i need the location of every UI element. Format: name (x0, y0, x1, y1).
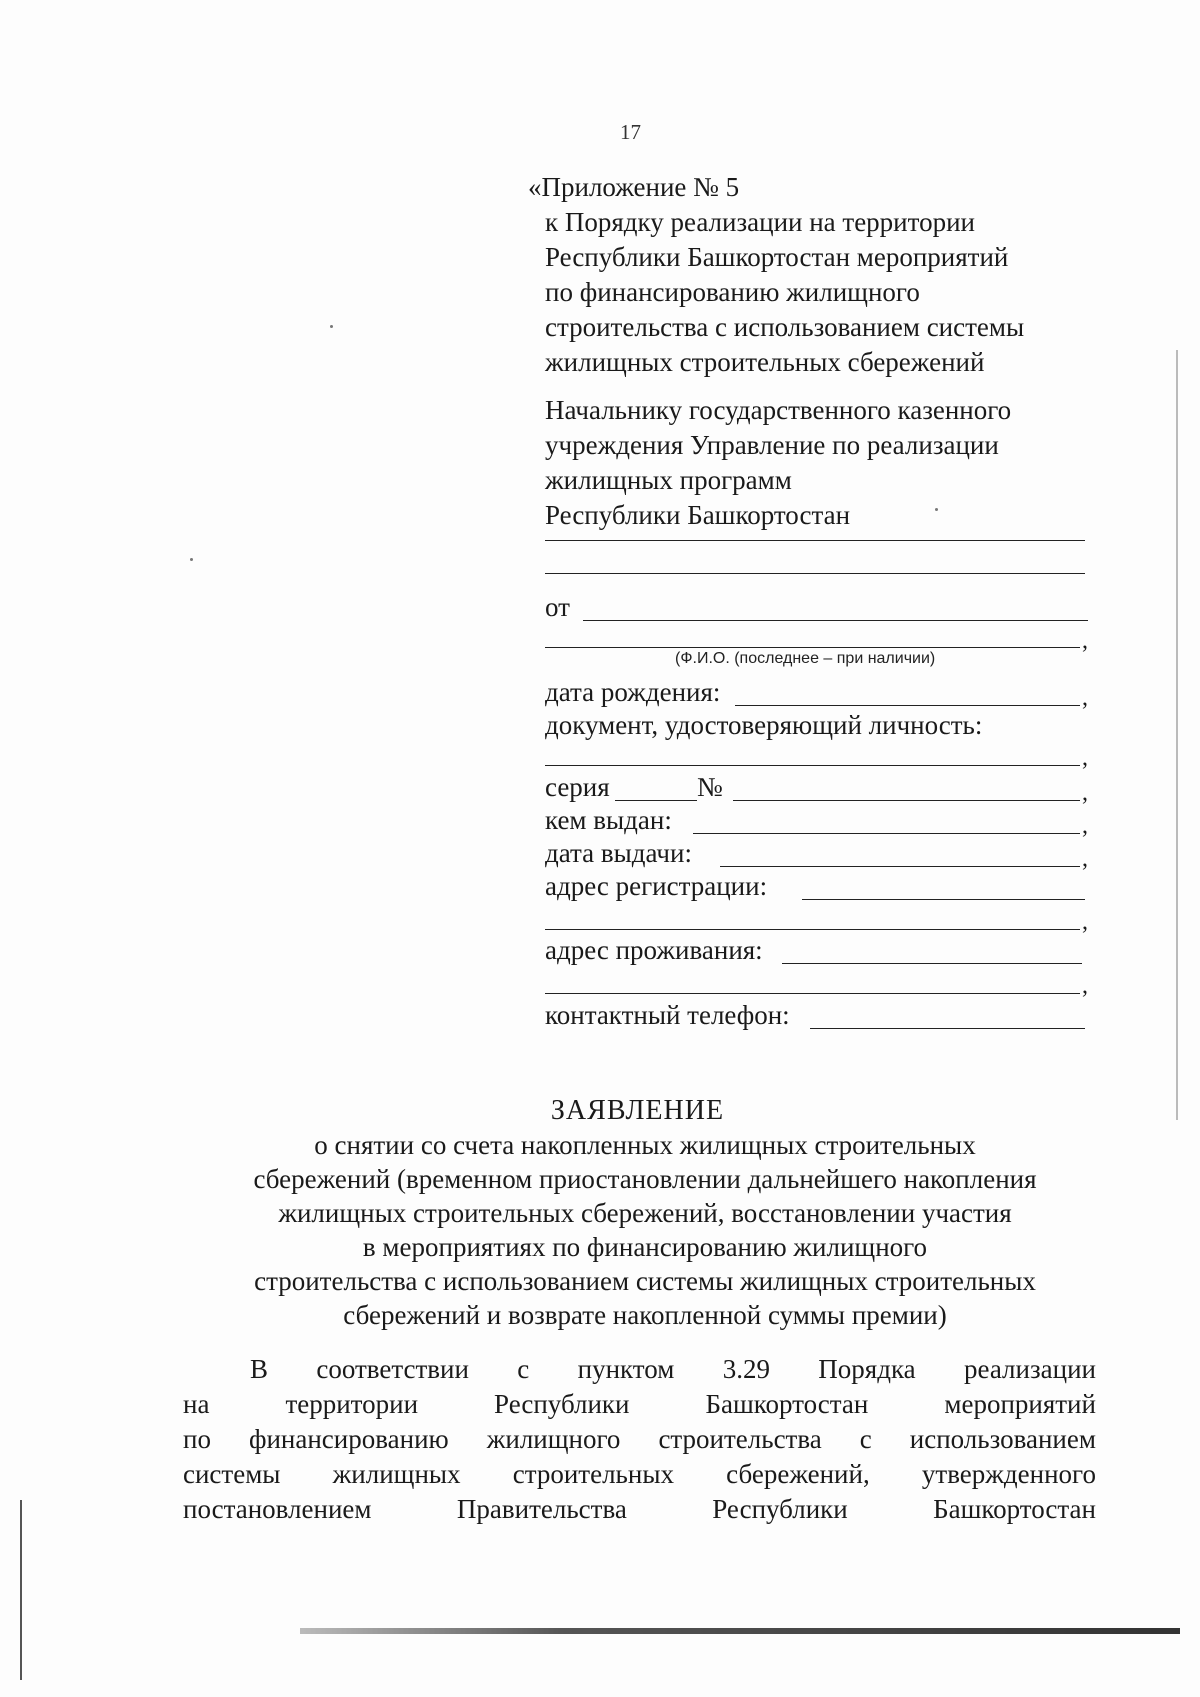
scan-speck (330, 325, 333, 328)
addressee-line: учреждения Управление по реализации (545, 430, 999, 460)
phone-input-line[interactable] (810, 1028, 1085, 1029)
issued-by-field (545, 805, 672, 836)
blank-line[interactable] (545, 540, 1085, 541)
body-word: Порядка (818, 1354, 916, 1384)
subtitle-line: сбережений и возврате накопленной суммы премии) (343, 1300, 947, 1330)
phone-field (545, 1000, 790, 1031)
body-word: В (250, 1354, 269, 1384)
issued-by-label: кем выдан: (545, 805, 672, 835)
body-word: строительства (658, 1424, 822, 1454)
body-line (183, 1387, 1096, 1422)
fio-input-line[interactable] (545, 647, 1080, 648)
registration-address-input-line-2[interactable] (545, 929, 1080, 930)
subtitle-line: жилищных строительных сбережений, восстановлении участия (278, 1198, 1012, 1228)
comma: , (1082, 685, 1088, 711)
scan-speck (935, 508, 938, 511)
from-field (545, 592, 570, 623)
body-word: Республики (494, 1389, 630, 1419)
appendix-line: строительства с использованием системы (545, 312, 1025, 342)
from-input-line[interactable] (583, 620, 1088, 621)
scan-bottom-edge (300, 1628, 1180, 1634)
registration-address-input-line[interactable] (802, 899, 1085, 900)
addressee-line: Начальнику государственного казенного (545, 395, 1012, 425)
appendix-line: Республики Башкортостан мероприятий (545, 242, 1009, 272)
comma: , (1082, 813, 1088, 839)
body-word: Республики (712, 1494, 848, 1524)
number-input-line[interactable] (733, 800, 1080, 801)
addressee-line: жилищных программ (545, 465, 792, 495)
body-word: Правительства (456, 1494, 627, 1524)
addressee-block (545, 393, 1085, 533)
registration-address-label: адрес регистрации: (545, 871, 768, 901)
birth-date-field (545, 677, 720, 708)
statement-title: ЗАЯВЛЕНИЕ (550, 1095, 725, 1126)
scan-speck (190, 558, 193, 561)
series-input-line[interactable] (615, 800, 697, 801)
comma: , (1082, 973, 1088, 999)
body-word: системы (183, 1459, 281, 1489)
body-word: с (517, 1354, 530, 1384)
residence-address-input-line-2[interactable] (545, 993, 1080, 994)
appendix-line: жилищных строительных сбережений (545, 347, 985, 377)
id-document-field (545, 710, 982, 741)
body-line (183, 1422, 1096, 1457)
body-word: мероприятий (944, 1389, 1096, 1419)
body-line (183, 1352, 1096, 1387)
body-word: постановлением (183, 1494, 372, 1524)
body-word: использованием (909, 1424, 1096, 1454)
blank-line[interactable] (545, 573, 1085, 574)
comma: , (1082, 780, 1088, 806)
body-word: территории (285, 1389, 419, 1419)
series-label: серия (545, 772, 610, 802)
body-word: жилищного (486, 1424, 621, 1454)
body-word: пунктом (577, 1354, 675, 1384)
body-word: реализации (964, 1354, 1096, 1384)
appendix-line: по финансированию жилищного (545, 277, 920, 307)
page-number: 17 (620, 120, 641, 144)
series-number-field (545, 772, 610, 803)
body-line (183, 1492, 1096, 1527)
appendix-line: «Приложение № 5 (528, 172, 740, 202)
body-word: жилищных (332, 1459, 461, 1489)
residence-address-field (545, 935, 763, 966)
birth-date-input-line[interactable] (735, 705, 1080, 706)
statement-subtitle (180, 1128, 1110, 1332)
body-paragraph (183, 1352, 1096, 1527)
body-word: сбережений, (726, 1459, 870, 1489)
body-word: на (183, 1389, 210, 1419)
scan-edge-right (1176, 350, 1178, 1120)
id-document-input-line[interactable] (545, 765, 1080, 766)
subtitle-line: в мероприятиях по финансированию жилищного (362, 1232, 928, 1262)
issued-by-input-line[interactable] (693, 833, 1080, 834)
fio-caption: (Ф.И.О. (последнее – при наличии) (675, 650, 936, 667)
body-word: соответствии (316, 1354, 469, 1384)
issue-date-input-line[interactable] (720, 866, 1080, 867)
subtitle-line: строительства с использованием системы жилищных строительных (254, 1266, 1036, 1296)
body-word: строительных (512, 1459, 674, 1489)
appendix-header (528, 170, 1088, 380)
from-label: от (545, 592, 570, 622)
residence-address-label: адрес проживания: (545, 935, 763, 965)
birth-date-label: дата рождения: (545, 677, 721, 707)
subtitle-line: сбережений (временном приостановлении дальнейшего накопления (253, 1164, 1037, 1194)
comma: , (1082, 909, 1088, 935)
residence-address-input-line[interactable] (782, 963, 1082, 964)
issue-date-field (545, 838, 692, 869)
comma: , (1082, 846, 1088, 872)
body-line (183, 1457, 1096, 1492)
comma: , (1082, 745, 1088, 771)
scan-edge-left (20, 1500, 22, 1680)
body-word: финансированию (248, 1424, 449, 1454)
body-word: по (183, 1424, 211, 1454)
id-document-label: документ, удостоверяющий личность: (545, 710, 983, 740)
body-word: Башкортостан (705, 1389, 869, 1419)
registration-address-field (545, 871, 767, 902)
subtitle-line: о снятии со счета накопленных жилищных строительных (314, 1130, 976, 1160)
body-word: Башкортостан (933, 1494, 1096, 1524)
appendix-line: к Порядку реализации на территории (545, 207, 975, 237)
number-field (697, 772, 723, 803)
comma: , (1082, 628, 1088, 654)
body-word: утвержденного (921, 1459, 1096, 1489)
body-word: с (859, 1424, 872, 1454)
issue-date-label: дата выдачи: (545, 838, 692, 868)
body-word: 3.29 (722, 1354, 770, 1384)
number-label: № (697, 772, 723, 802)
phone-label: контактный телефон: (545, 1000, 790, 1030)
addressee-line: Республики Башкортостан (545, 500, 851, 530)
